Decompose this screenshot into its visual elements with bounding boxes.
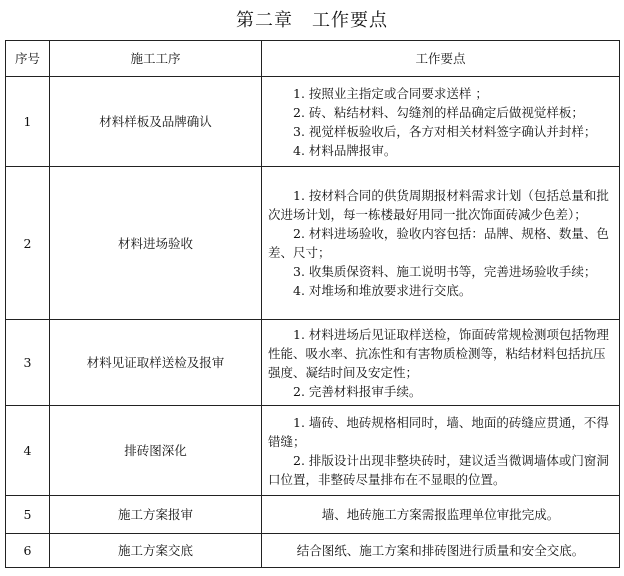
row-number: 3 <box>6 320 50 406</box>
table-row <box>6 77 620 167</box>
process-cell: 材料进场验收 <box>50 167 262 320</box>
point-item: 墙、地砖施工方案需报监理单位审批完成。 <box>321 507 560 522</box>
point-item: 3. 收集质保资料、施工说明书等，完善进场验收手续； <box>293 264 597 279</box>
points-cell <box>262 496 620 534</box>
process-cell: 材料见证取样送检及报审 <box>50 320 262 406</box>
point-item: 2. 完善材料报审手续。 <box>293 383 422 399</box>
row-number: 4 <box>6 406 50 496</box>
header-row <box>6 41 620 77</box>
process-cell: 施工方案报审 <box>50 496 262 534</box>
process-cell: 材料样板及品牌确认 <box>50 77 262 167</box>
point-item: 1. 按材料合同的供货周期报材料需求计划（包括总量和批次进场计划，每一栋楼最好用同一批次饰面砖减少色差）； <box>268 188 609 222</box>
process-cell: 施工方案交底 <box>50 534 262 568</box>
point-item: 3. 视觉样板验收后，各方对相关材料签字确认并封样； <box>293 123 597 139</box>
point-item: 2. 排版设计出现非整块砖时，建议适当微调墙体或门窗洞口位置，非整砖尽量排布在不显眼的位置。 <box>268 452 609 487</box>
header-process: 施工工序 <box>50 41 262 77</box>
row-number: 6 <box>6 534 50 568</box>
work-points-table <box>5 40 620 568</box>
points-cell <box>262 167 620 320</box>
row-number: 5 <box>6 496 50 534</box>
table-row <box>6 534 620 568</box>
point-item: 2. 材料进场验收，验收内容包括：品牌、规格、数量、色差、尺寸； <box>268 226 609 260</box>
table-row <box>6 320 620 406</box>
points-cell <box>262 406 620 496</box>
process-cell: 排砖图深化 <box>50 406 262 496</box>
point-item: 2. 砖、粘结材料、勾缝剂的样品确定后做视觉样板； <box>293 104 584 120</box>
table-row <box>6 496 620 534</box>
points-cell <box>262 77 620 167</box>
header-no: 序号 <box>6 41 50 77</box>
table-row <box>6 167 620 320</box>
row-number: 2 <box>6 167 50 320</box>
point-item: 结合图纸、施工方案和排砖图进行质量和安全交底。 <box>296 543 585 558</box>
points-cell <box>262 320 620 406</box>
table-row <box>6 406 620 496</box>
point-item: 1. 按照业主指定或合同要求送样 ； <box>293 85 488 101</box>
chapter-title: 第二章 工作要点 <box>236 10 388 31</box>
row-number: 1 <box>6 77 50 167</box>
point-item: 1. 材料进场后见证取样送检，饰面砖常规检测项包括物理性能、吸水率、抗冻性和有害物质检测等，粘结材料包括抗压强度、凝结时间及安定性； <box>268 326 609 380</box>
point-item: 4. 材料品牌报审。 <box>293 142 397 158</box>
header-points: 工作要点 <box>262 41 620 77</box>
points-cell <box>262 534 620 568</box>
point-item: 1. 墙砖、地砖规格相同时，墙、地面的砖缝应贯通，不得错缝； <box>268 414 609 449</box>
point-item: 4. 对堆场和堆放要求进行交底。 <box>293 283 472 298</box>
